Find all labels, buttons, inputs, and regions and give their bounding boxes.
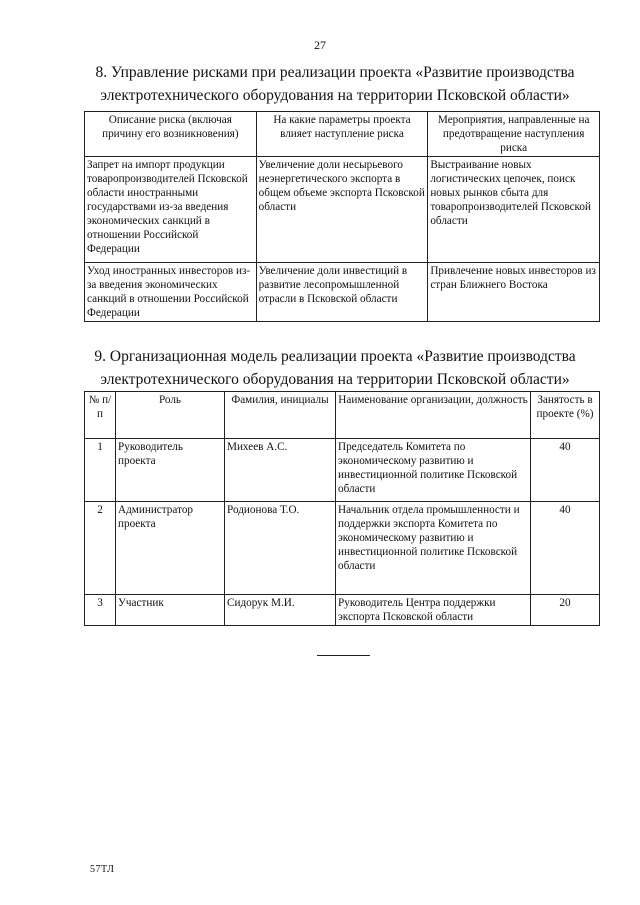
table-header-row bbox=[85, 112, 600, 157]
org-header-role: Роль bbox=[116, 392, 225, 439]
table-row bbox=[85, 595, 600, 626]
risk-header-description: Описание риска (включая причину его возникновения) bbox=[85, 112, 257, 157]
org-position: Председатель Комитета по экономическому развитию и инвестиционной политике Псковской области bbox=[336, 439, 531, 502]
org-load: 20 bbox=[531, 595, 600, 626]
org-role: Администратор проекта bbox=[116, 502, 225, 595]
org-number: 1 bbox=[85, 439, 116, 502]
org-header-number: № п/п bbox=[85, 392, 116, 439]
risk-impact: Увеличение доли инвестиций в развитие лесопромышленной отрасли в Псковской области bbox=[256, 263, 428, 322]
footer-code: 57ТЛ bbox=[90, 864, 115, 875]
org-section-title: 9. Организационная модель реализации проекта «Развитие производства электротехнического оборудования на территории Псковской области» bbox=[94, 348, 576, 388]
table-row bbox=[85, 157, 600, 263]
org-number: 3 bbox=[85, 595, 116, 626]
org-load: 40 bbox=[531, 502, 600, 595]
org-position: Начальник отдела промышленности и поддержки экспорта Комитета по экономическому развитию и инвестиционной политике Псковской области bbox=[336, 502, 531, 595]
org-model-table bbox=[84, 391, 600, 626]
risk-header-measures: Мероприятия, направленные на предотвращение наступления риска bbox=[428, 112, 600, 157]
table-row bbox=[85, 263, 600, 322]
org-header-name: Фамилия, инициалы bbox=[225, 392, 336, 439]
risk-section-title: 8. Управление рисками при реализации проекта «Развитие производства электротехнического оборудования на территории Псковской области» bbox=[95, 64, 575, 104]
table-row bbox=[85, 439, 600, 502]
risk-measures: Выстраивание новых логистических цепочек, поиск новых рынков сбыта для товаропроизводителей Псковской области bbox=[428, 157, 600, 263]
org-person-name: Сидорук М.И. bbox=[225, 595, 336, 626]
org-load: 40 bbox=[531, 439, 600, 502]
risk-measures: Привлечение новых инвесторов из стран Ближнего Востока bbox=[428, 263, 600, 322]
org-position: Руководитель Центра поддержки экспорта Псковской области bbox=[336, 595, 531, 626]
org-person-name: Михеев А.С. bbox=[225, 439, 336, 502]
risk-header-impact: На какие параметры проекта влияет наступление риска bbox=[256, 112, 428, 157]
org-person-name: Родионова Т.О. bbox=[225, 502, 336, 595]
risk-impact: Увеличение доли несырьевого неэнергетического экспорта в общем объеме экспорта Псковской области bbox=[256, 157, 428, 263]
org-role: Участник bbox=[116, 595, 225, 626]
org-number: 2 bbox=[85, 502, 116, 595]
table-row bbox=[85, 502, 600, 595]
page-number: 27 bbox=[314, 38, 326, 52]
org-role: Руководитель проекта bbox=[116, 439, 225, 502]
risk-description: Запрет на импорт продукции товаропроизводителей Псковской области иностранными государствами из-за введения экономических санкций в отношении Российской Федерации bbox=[85, 157, 257, 263]
org-header-load: Занятость в проекте (%) bbox=[531, 392, 600, 439]
risk-management-table bbox=[84, 111, 600, 322]
table-header-row bbox=[85, 392, 600, 439]
risk-description: Уход иностранных инвесторов из-за введения экономических санкций в отношении Российской Федерации bbox=[85, 263, 257, 322]
closing-divider bbox=[317, 655, 370, 656]
org-header-position: Наименование организации, должность bbox=[336, 392, 531, 439]
